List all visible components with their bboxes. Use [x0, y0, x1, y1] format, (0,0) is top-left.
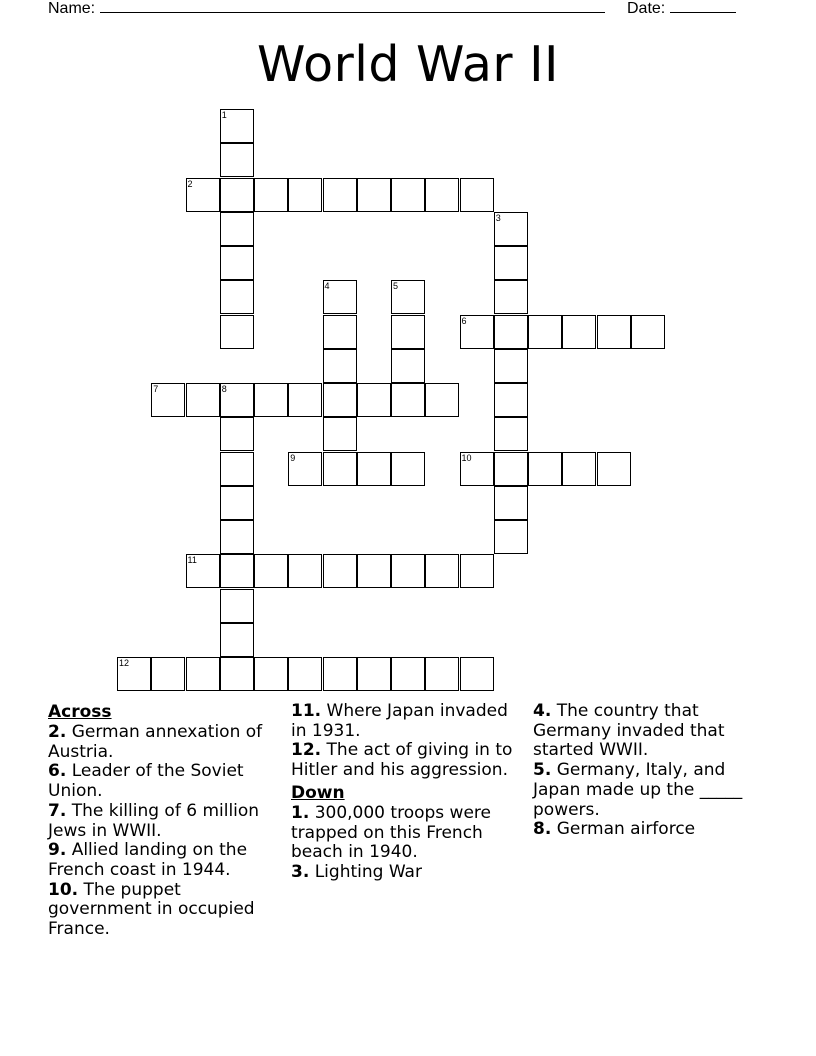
crossword-cell[interactable] — [460, 452, 494, 486]
crossword-cell[interactable] — [323, 383, 357, 417]
crossword-cell[interactable] — [460, 657, 494, 691]
crossword-cell[interactable] — [186, 383, 220, 417]
name-label: Name: — [48, 0, 96, 17]
crossword-cell[interactable] — [494, 520, 528, 554]
clue-number: 6 — [461, 315, 467, 326]
date-label: Date: — [627, 0, 666, 17]
crossword-cell[interactable] — [597, 315, 631, 349]
crossword-cell[interactable] — [220, 520, 254, 554]
crossword-cell[interactable] — [288, 383, 322, 417]
crossword-cell[interactable] — [494, 315, 528, 349]
crossword-cell[interactable] — [391, 657, 425, 691]
crossword-cell[interactable] — [220, 143, 254, 177]
crossword-cell[interactable] — [391, 315, 425, 349]
crossword-cell[interactable] — [220, 178, 254, 212]
crossword-cell[interactable] — [494, 246, 528, 280]
across-heading: Across — [48, 702, 112, 722]
crossword-cell[interactable] — [323, 452, 357, 486]
crossword-cell[interactable] — [220, 657, 254, 691]
crossword-cell[interactable] — [528, 452, 562, 486]
clue-number: 7 — [153, 384, 159, 394]
crossword-cell[interactable] — [631, 315, 665, 349]
crossword-cell[interactable] — [186, 554, 220, 588]
crossword-cell[interactable] — [460, 554, 494, 588]
crossword-cell[interactable] — [220, 589, 254, 623]
clue-across: 2. German annexation of Austria. — [48, 722, 263, 762]
crossword-cell[interactable] — [323, 280, 357, 314]
crossword-cell[interactable] — [220, 554, 254, 588]
crossword-cell[interactable] — [357, 452, 391, 486]
clue-number: 2 — [187, 178, 193, 189]
clue-down: 3. Lighting War — [291, 861, 422, 882]
crossword-cell[interactable] — [460, 178, 494, 212]
crossword-cell[interactable] — [288, 452, 322, 486]
crossword-cell[interactable] — [151, 657, 185, 691]
crossword-cell[interactable] — [391, 280, 425, 314]
crossword-cell[interactable] — [357, 178, 391, 212]
crossword-cell[interactable] — [391, 452, 425, 486]
crossword-cell[interactable] — [494, 417, 528, 451]
crossword-cell[interactable] — [494, 452, 528, 486]
crossword-cell[interactable] — [220, 452, 254, 486]
crossword-cell[interactable] — [323, 178, 357, 212]
crossword-cell[interactable] — [391, 554, 425, 588]
clue-number: 12 — [119, 658, 130, 668]
crossword-cell[interactable] — [220, 486, 254, 520]
crossword-cell[interactable] — [494, 349, 528, 383]
crossword-cell[interactable] — [425, 657, 459, 691]
crossword-cell[interactable] — [288, 657, 322, 691]
clue-across: 12. The act of giving in to Hitler and his aggression. — [291, 740, 513, 781]
crossword-cell[interactable] — [220, 246, 254, 280]
crossword-cell[interactable] — [425, 178, 459, 212]
clue-number: 1 — [221, 110, 227, 120]
crossword-cell[interactable] — [562, 315, 596, 349]
crossword-cell[interactable] — [391, 383, 425, 417]
clue-across: 11. Where Japan invaded in 1931. — [291, 701, 508, 741]
crossword-cell[interactable] — [323, 349, 357, 383]
crossword-cell[interactable] — [494, 383, 528, 417]
crossword-cell[interactable] — [117, 657, 151, 691]
crossword-cell[interactable] — [425, 554, 459, 588]
crossword-cell[interactable] — [357, 657, 391, 691]
crossword-cell[interactable] — [186, 657, 220, 691]
crossword-cell[interactable] — [254, 383, 288, 417]
clue-across: 10. The puppet government in occupied France. — [48, 879, 255, 940]
clue-number: 8 — [221, 384, 227, 394]
crossword-cell[interactable] — [460, 315, 494, 349]
crossword-cell[interactable] — [288, 554, 322, 588]
clues-column-1 — [48, 702, 273, 940]
clue-number: 11 — [187, 555, 197, 566]
crossword-cell[interactable] — [391, 349, 425, 383]
clue-across: 9. Allied landing on the French coast in 1944. — [48, 840, 248, 880]
clue-number: 4 — [324, 281, 330, 292]
crossword-cell[interactable] — [220, 212, 254, 246]
clue-number: 10 — [461, 452, 472, 463]
crossword-cell[interactable] — [357, 554, 391, 588]
crossword-cell[interactable] — [220, 623, 254, 657]
clue-across: 6. Leader of the Soviet Union. — [48, 761, 244, 802]
clues-column-2 — [291, 702, 516, 883]
crossword-cell[interactable] — [357, 383, 391, 417]
crossword-cell[interactable] — [494, 212, 528, 246]
crossword-cell[interactable] — [288, 178, 322, 212]
clue-number: 5 — [393, 281, 399, 292]
page-title: World War II — [257, 36, 559, 93]
crossword-cell[interactable] — [151, 383, 185, 417]
clue-number: 3 — [495, 212, 501, 223]
crossword-cell[interactable] — [562, 452, 596, 486]
crossword-cell[interactable] — [220, 315, 254, 349]
crossword-cell[interactable] — [494, 486, 528, 520]
clue-down: 8. German airforce — [533, 819, 696, 840]
crossword-cell[interactable] — [254, 554, 288, 588]
clue-across: 7. The killing of 6 million Jews in WWII. — [48, 800, 260, 841]
crossword-cell[interactable] — [220, 109, 254, 143]
clue-down: 4. The country that Germany invaded that started WWII. — [533, 701, 725, 761]
crossword-cell[interactable] — [425, 383, 459, 417]
clues-column-3 — [533, 702, 773, 840]
crossword-cell[interactable] — [494, 280, 528, 314]
crossword-cell[interactable] — [323, 417, 357, 451]
crossword-cell[interactable] — [186, 178, 220, 212]
crossword-cell[interactable] — [391, 178, 425, 212]
crossword-cell[interactable] — [254, 657, 288, 691]
clue-down: 1. 300,000 troops were trapped on this French beach in 1940. — [291, 802, 491, 863]
crossword-cell[interactable] — [323, 657, 357, 691]
crossword-cell[interactable] — [323, 554, 357, 588]
clue-number: 9 — [290, 452, 296, 463]
clue-down: 5. Germany, Italy, and Japan made up the _____ powers. — [533, 760, 743, 820]
crossword-cell[interactable] — [323, 315, 357, 349]
crossword-cell[interactable] — [220, 280, 254, 314]
crossword-cell[interactable] — [597, 452, 631, 486]
crossword-cell[interactable] — [254, 178, 288, 212]
crossword-cell[interactable] — [528, 315, 562, 349]
crossword-cell[interactable] — [220, 417, 254, 451]
crossword-cell[interactable] — [220, 383, 254, 417]
down-heading: Down — [291, 782, 345, 803]
